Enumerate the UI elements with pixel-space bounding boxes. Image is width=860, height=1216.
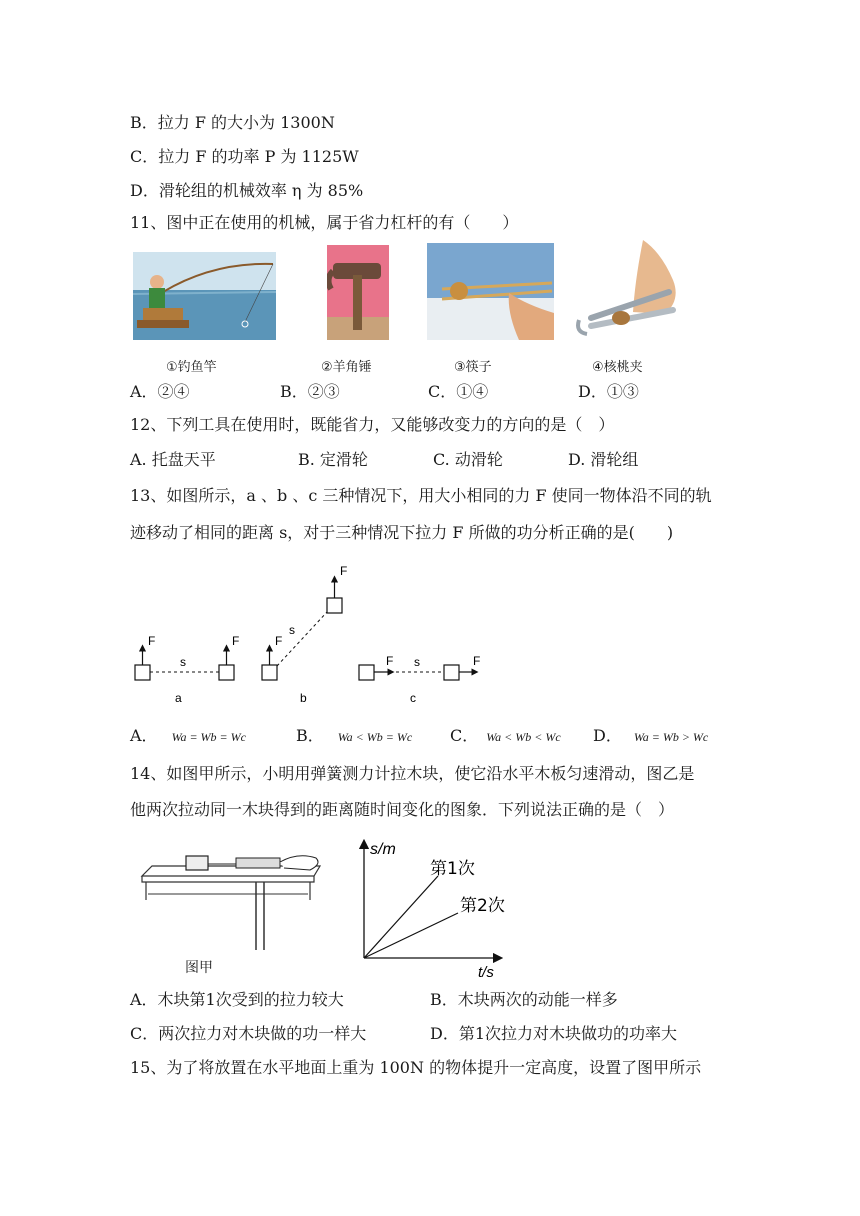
q10-option-c: C．拉力 F 的功率 P 为 1125W (130, 147, 359, 166)
label-trial-1: 第1次 (430, 859, 475, 879)
label-f-a2: F (232, 634, 240, 648)
q11-stem: 11、图中正在使用的机械，属于省力杠杆的有（ ） (130, 213, 519, 232)
caption-chopsticks: ③筷子 (454, 360, 492, 375)
q12-option-a: A. 托盘天平 (130, 450, 216, 469)
q13-option-b: B． Wa < Wb = Wc (296, 726, 413, 745)
q11-option-b: B．②③ (280, 382, 340, 401)
q13-stem-line1: 13、如图所示，a 、b 、c 三种情况下，用大小相同的力 F 使同一物体沿不同的轨 (130, 486, 712, 505)
chopsticks-picture (427, 243, 554, 340)
label-c: c (410, 691, 416, 705)
fishing-rod-picture (133, 252, 276, 340)
q13-option-a: A． Wa = Wb = Wc (130, 726, 246, 745)
y-axis-label: s/m (370, 841, 396, 858)
block-b-end (327, 598, 342, 613)
label-f-c1: F (386, 654, 394, 668)
q14-option-a: A．木块第1次受到的拉力较大 (130, 990, 344, 1009)
label-a: a (175, 691, 182, 705)
q12-option-c: C. 动滑轮 (433, 450, 503, 469)
label-s-b: s (289, 623, 295, 637)
q14-stem-line2: 他两次拉动同一木块得到的距离随时间变化的图象．下列说法正确的是（ ） (130, 800, 675, 819)
q13-stem-line2: 迹移动了相同的距离 s，对于三种情况下拉力 F 所做的功分析正确的是( ) (130, 523, 674, 542)
q12-stem: 12、下列工具在使用时，既能省力，又能够改变力的方向的是（ ） (130, 415, 615, 434)
label-f-a1: F (148, 634, 156, 648)
claw-hammer-picture (327, 245, 389, 340)
q12-option-d: D. 滑轮组 (568, 450, 639, 469)
fig-jia-caption: 图甲 (185, 960, 213, 976)
block-c-end (444, 665, 459, 680)
caption-fishing-rod: ①钓鱼竿 (166, 360, 217, 375)
x-axis-label: t/s (478, 964, 494, 980)
q14-stem-line1: 14、如图甲所示，小明用弹簧测力计拉木块，使它沿水平木板匀速滑动，图乙是 (130, 764, 695, 783)
label-f-b1: F (275, 634, 283, 648)
label-s-a: s (180, 655, 186, 669)
q14-option-b: B．木块两次的动能一样多 (430, 990, 618, 1009)
q13-option-c: C． Wa < Wb < Wc (450, 726, 561, 745)
q11-option-c: C．①④ (428, 382, 489, 401)
q10-option-b: B．拉力 F 的大小为 1300N (130, 113, 335, 132)
block-b-start (262, 665, 277, 680)
q12-option-b: B. 定滑轮 (298, 450, 368, 469)
q10-option-d: D．滑轮组的机械效率 η 为 85% (130, 181, 364, 200)
distance-time-graph (352, 838, 522, 980)
label-f-c2: F (473, 654, 481, 668)
label-f-b2: F (340, 564, 348, 578)
line-trial-2 (364, 913, 458, 958)
q11-option-a: A．②④ (130, 382, 190, 401)
caption-claw-hammer: ②羊角锤 (321, 360, 372, 375)
line-trial-1 (364, 876, 438, 958)
q15-stem: 15、为了将放置在水平地面上重为 100N 的物体提升一定高度，设置了图甲所示 (130, 1058, 702, 1077)
nutcracker-picture (573, 240, 685, 340)
label-b: b (300, 691, 307, 705)
spring-scale-setup-figure (138, 852, 323, 952)
label-s-c: s (414, 655, 420, 669)
q11-option-d: D．①③ (578, 382, 639, 401)
q13-option-d: D． Wa = Wb > Wc (593, 726, 709, 745)
q14-option-c: C．两次拉力对木块做的功一样大 (130, 1024, 367, 1043)
block-a-start (135, 665, 150, 680)
block-c-start (359, 665, 374, 680)
block-a-end (219, 665, 234, 680)
label-trial-2: 第2次 (460, 896, 505, 916)
q13-figure (128, 562, 508, 707)
q14-option-d: D．第1次拉力对木块做功的功率大 (430, 1024, 678, 1043)
caption-nutcracker: ④核桃夹 (592, 360, 643, 375)
